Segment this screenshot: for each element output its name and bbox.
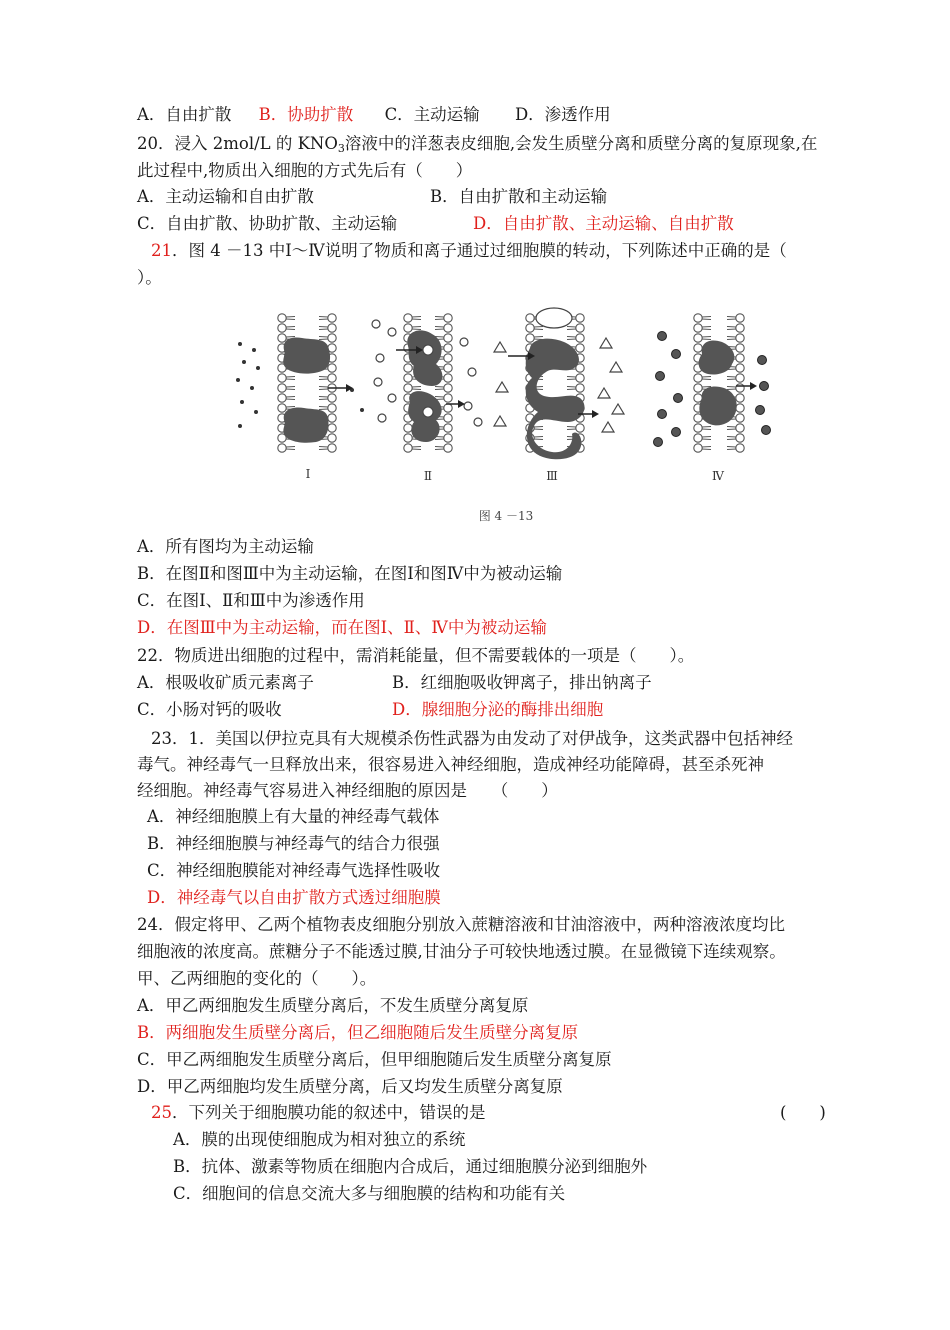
q20-stem-text-2: 溶液中的洋葱表皮细胞,会发生质壁分离和质壁分离的复原现象,在 [344,134,818,153]
q24-stem-line-2: 细胞液的浓度高。蔗糖分子不能透过膜,甘油分子可较快地透过膜。在显微镜下连续观察。 [137,942,786,961]
panel-label-4: Ⅳ [712,469,724,483]
q23-stem-line-1: 23．1．美国以伊拉克具有大规模杀伤性武器为由发动了对伊战争，这类武器中包括神经 [151,729,793,748]
q19-option-a: A．自由扩散 [137,105,232,124]
q21-stem-line-2: ）。 [137,268,162,287]
panel-3-diagram [494,308,624,459]
q24-option-a: A．甲乙两细胞发生质壁分离后，不发生质壁分离复原 [137,996,529,1015]
q20-subscript: 3 [337,142,345,155]
q21-option-a: A．所有图均为主动运输 [137,537,314,556]
q20-stem-line-2: 此过程中,物质出入细胞的方式先后有（ ） [137,161,473,180]
panel-2-diagram [372,314,482,452]
q20-option-b: B．自由扩散和主动运输 [430,187,608,206]
q20-stem-text: 20．浸入 2mol/L 的 KNO [137,134,338,153]
q25-option-c: C．细胞间的信息交流大多与细胞膜的结构和功能有关 [173,1184,566,1203]
panel-label-1: Ⅰ [305,467,311,481]
q22-option-d: D．腺细胞分泌的酶排出细胞 [392,700,604,719]
panel-4-diagram [654,314,771,452]
q25-number: 25 [151,1103,172,1122]
q19-option-d: D．渗透作用 [514,105,611,124]
q23-stem-line-3: 经细胞。神经毒气容易进入神经细胞的原因是 （ ） [137,781,558,800]
q25-stem-text: ．下列关于细胞膜功能的叙述中，错误的是 [172,1103,486,1122]
q21-number: 21 [151,241,172,260]
q23-option-b: B．神经细胞膜与神经毒气的结合力很强 [147,834,440,853]
panel-label-2: Ⅱ [423,469,433,483]
q24-option-b: B．两细胞发生质壁分离后，但乙细胞随后发生质壁分离复原 [137,1023,579,1042]
membrane-transport-figure [232,302,812,530]
q22-option-b: B．红细胞吸收钾离子，排出钠离子 [392,673,652,692]
q24-stem-line-3: 甲、乙两细胞的变化的（ ）。 [137,969,377,988]
panel-1-diagram [236,314,364,452]
q22-option-a: A．根吸收矿质元素离子 [137,673,314,692]
q19-option-b: B．协助扩散 [258,105,354,124]
q25-option-b: B．抗体、激素等物质在细胞内合成后，通过细胞膜分泌到细胞外 [173,1157,648,1176]
q23-stem-line-2: 毒气。神经毒气一旦释放出来，很容易进入神经细胞，造成神经功能障碍，甚至杀死神 [137,755,764,774]
q19-options [137,104,611,126]
q25-stem [151,1102,486,1124]
q24-option-c: C．甲乙两细胞发生质壁分离后，但甲细胞随后发生质壁分离复原 [137,1050,612,1069]
q23-option-d: D．神经毒气以自由扩散方式透过细胞膜 [147,888,441,907]
panel-label-3: Ⅲ [546,469,558,483]
q20-option-c: C．自由扩散、协助扩散、主动运输 [137,214,398,233]
q21-option-b: B．在图Ⅱ和图Ⅲ中为主动运输，在图Ⅰ和图Ⅳ中为被动运输 [137,564,563,583]
q24-stem-line-1: 24．假定将甲、乙两个植物表皮细胞分别放入蔗糖溶液和甘油溶液中，两种溶液浓度均比 [137,915,785,934]
q21-stem-line-1 [151,240,787,262]
q23-option-a: A．神经细胞膜上有大量的神经毒气载体 [147,807,440,826]
q25-answer-paren: ( ) [780,1103,826,1122]
q21-stem-text: ．图 4 －13 中Ⅰ～Ⅳ说明了物质和离子通过过细胞膜的转动，下列陈述中正确的是（ [172,241,787,260]
q20-option-a: A．主动运输和自由扩散 [137,187,314,206]
q21-option-d: D．在图Ⅲ中为主动运输，而在图Ⅰ、Ⅱ、Ⅳ中为被动运输 [137,618,547,637]
q22-stem: 22．物质进出细胞的过程中，需消耗能量，但不需要载体的一项是（ ）。 [137,646,695,665]
q20-stem-line-1 [137,133,817,155]
q21-option-c: C．在图Ⅰ、Ⅱ和Ⅲ中为渗透作用 [137,591,365,610]
q19-option-c: C．主动运输 [384,105,480,124]
q20-option-d: D．自由扩散、主动运输、自由扩散 [473,214,734,233]
q22-option-c: C．小肠对钙的吸收 [137,700,282,719]
figure-caption: 图 4 －13 [478,509,534,523]
q24-option-d: D．甲乙两细胞均发生质壁分离，后又均发生质壁分离复原 [137,1077,563,1096]
q23-option-c: C．神经细胞膜能对神经毒气选择性吸收 [147,861,441,880]
q25-option-a: A．膜的出现使细胞成为相对独立的系统 [173,1130,466,1149]
